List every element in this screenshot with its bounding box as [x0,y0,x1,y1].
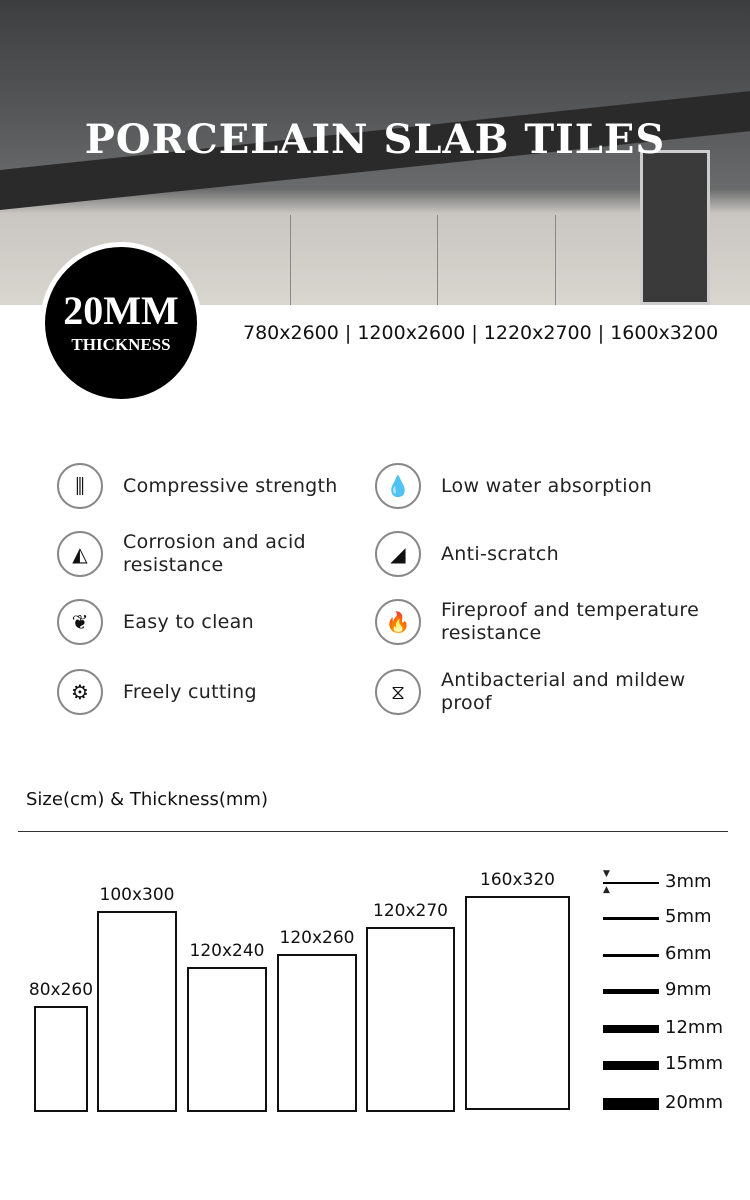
available-sizes: 780x2600 | 1200x2600 | 1220x2700 | 1600x3200 [243,322,719,344]
cabinet-seam [555,215,556,305]
thickness-label: 9mm [665,979,712,1000]
feature-item [375,531,711,577]
antibacterial-icon: ⧖ [375,669,421,715]
thickness-label: 12mm [665,1017,723,1038]
slab-outline [187,967,267,1112]
thickness-line [603,989,659,994]
thickness-label: 5mm [665,906,712,927]
feature-item [57,669,393,715]
feature-label: Anti-scratch [441,542,559,565]
badge-value: 20MM [63,288,179,333]
thickness-label: 15mm [665,1053,723,1074]
thickness-label: 6mm [665,943,712,964]
hero-title: PORCELAIN SLAB TILES [84,116,666,163]
slab-size-label: 120x240 [189,941,265,961]
feature-label: Compressive strength [123,474,338,497]
slab-outline [465,896,570,1110]
feature-label: Freely cutting [123,680,257,703]
badge-label: THICKNESS [71,335,171,354]
slab-outline [277,954,357,1112]
size-section-heading: Size(cm) & Thickness(mm) [26,789,268,810]
thickness-label: 3mm [665,871,712,892]
oven [640,150,710,305]
cabinet-seam [290,215,291,305]
thickness-line [603,882,659,884]
thickness-line [603,1025,659,1033]
arrow-up-icon: ▲ [603,885,610,895]
water-drop-icon: 💧 [375,463,421,509]
slab-size-label: 120x260 [279,928,355,948]
slab-outline [366,927,455,1112]
slab-size-label: 80x260 [28,980,94,1000]
anti-scratch-icon: ◢ [375,531,421,577]
easy-clean-icon: ❦ [57,599,103,645]
slab-size-label: 160x320 [480,870,555,890]
feature-label: Low water absorption [441,474,653,497]
thickness-label: 20mm [665,1092,723,1113]
feature-label: Antibacterial and mildew proof [441,669,686,714]
feature-item [57,599,393,645]
cutting-saw-icon: ⚙ [57,669,103,715]
slab-size-label: 100x300 [99,885,175,905]
thickness-line [603,954,659,957]
feature-item [375,599,711,645]
thickness-line [603,1098,659,1110]
slab-outline [97,911,177,1112]
feature-label: Corrosion and acid resistance [123,531,306,576]
slab-size-label: 120x270 [373,901,448,921]
thickness-line [603,1061,659,1070]
divider [18,831,728,832]
thickness-line [603,917,659,920]
acid-corrosion-icon: ◭ [57,531,103,577]
compressive-strength-icon: ⫼ [57,463,103,509]
feature-item [375,669,711,715]
slab-outline [34,1006,88,1112]
feature-label: Easy to clean [123,610,254,633]
arrow-down-icon: ▼ [603,869,610,879]
feature-item [375,463,711,509]
feature-label: Fireproof and temperature resistance [441,599,700,644]
feature-item [57,463,393,509]
feature-item [57,531,393,577]
cabinet-seam [437,215,438,305]
thickness-badge [40,242,202,404]
fire-icon: 🔥 [375,599,421,645]
